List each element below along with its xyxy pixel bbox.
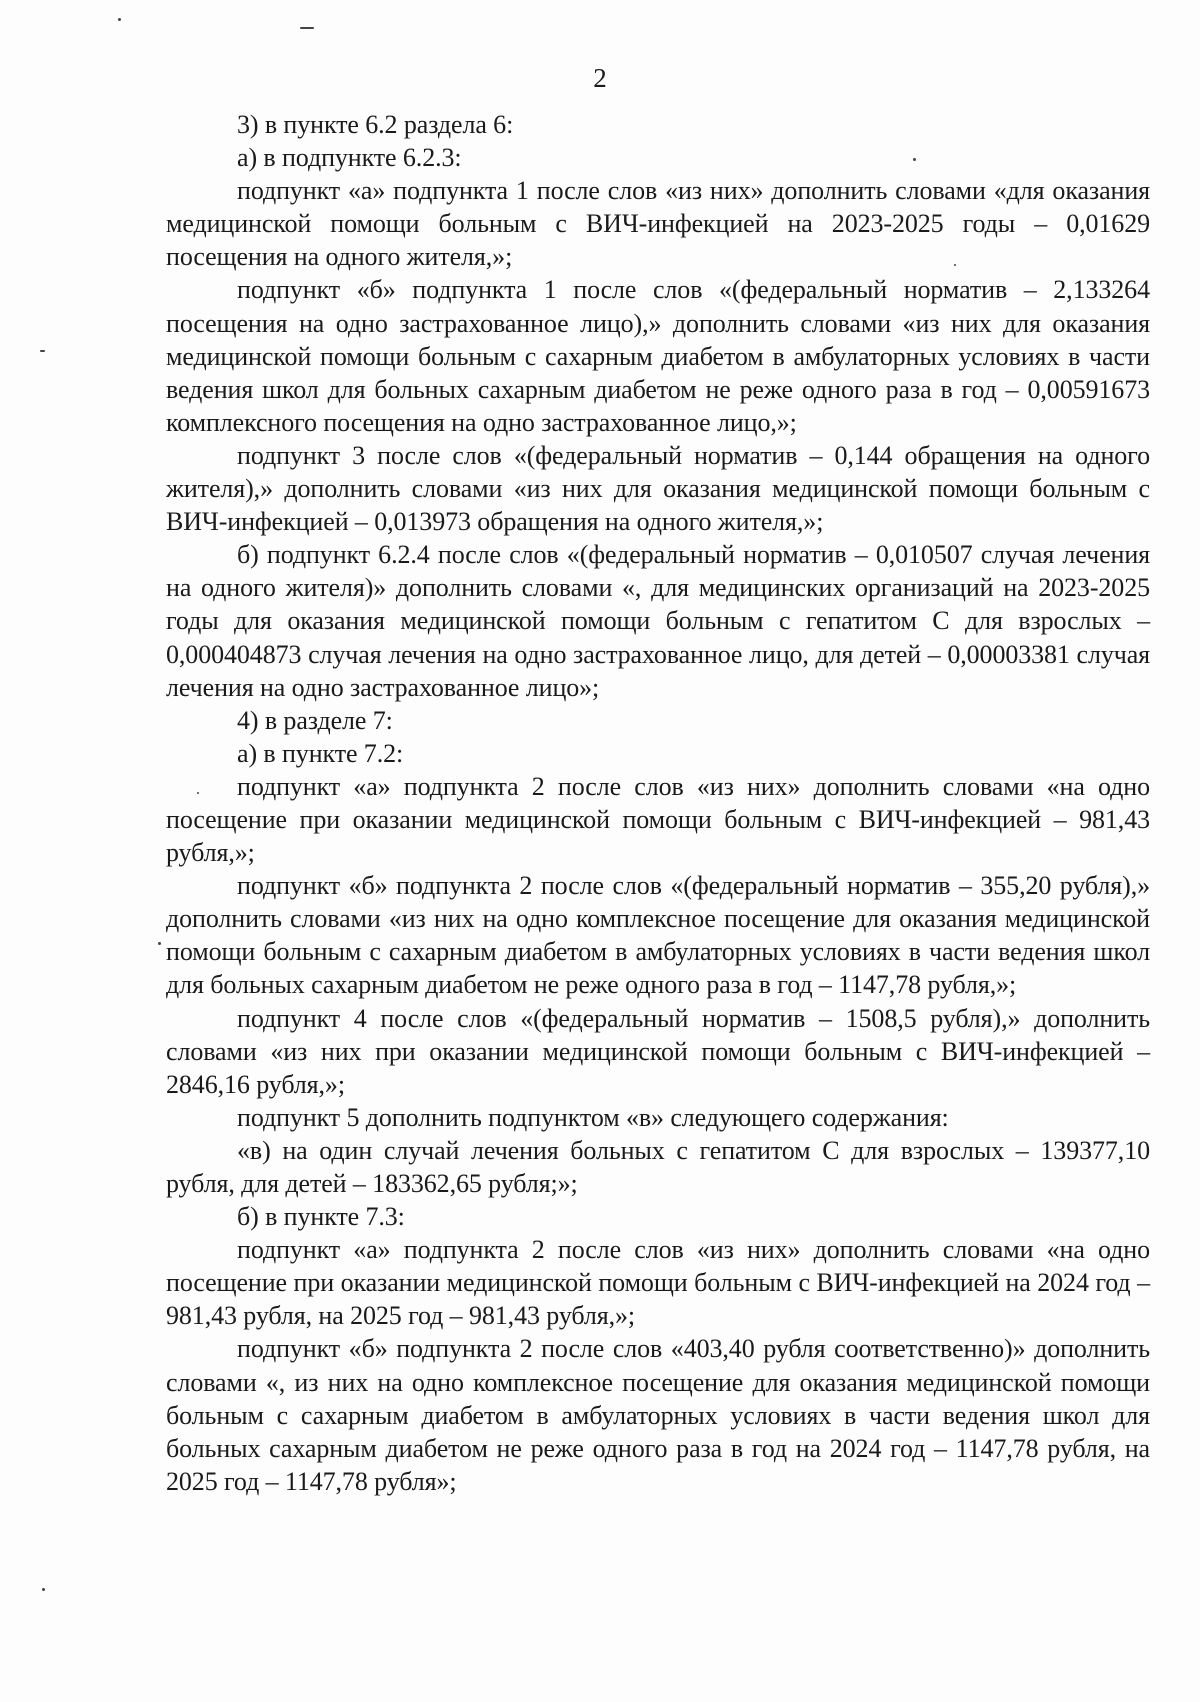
paragraph: подпункт 5 дополнить подпунктом «в» следующего содержания: [237, 1102, 949, 1132]
paragraph: подпункт «б» подпункта 2 после слов «403,40 рубля соответственно)» дополнить словами «, из них на одно комплексное посещение для оказания медицинской помощи больным с сахарным диабетом в амбулаторных условиях в части ведения школ для больных сахарным диабетом не реже одного раза в год на 2024 год – 1147,78 рубля, на 2025 год – 1147,78 рубля»; [166, 1334, 1150, 1496]
paragraph: подпункт 4 после слов «(федеральный норматив – 1508,5 рубля),» дополнить словами «из них при оказании медицинской помощи больным с ВИЧ-инфекцией – 2846,16 рубля,»; [166, 1003, 1150, 1099]
scan-speck [118, 18, 121, 21]
paragraph: «в) на один случай лечения больных с гепатитом С для взрослых – 139377,10 рубля, для детей – 183362,65 рубля;»; [166, 1135, 1150, 1198]
subsection-heading: б) в пункте 7.3: [237, 1202, 405, 1232]
subsection-heading: а) в подпункте 6.2.3: [237, 143, 462, 173]
page-number: 2 [593, 63, 607, 93]
section-heading: 3) в пункте 6.2 раздела 6: [237, 110, 514, 139]
paragraph: подпункт «а» подпункта 1 после слов «из них» дополнить словами «для оказания медицинской помощи больным с ВИЧ-инфекцией на 2023-2025 годы – 0,01629 посещения на одного жителя,»; [166, 176, 1150, 272]
paragraph: подпункт «б» подпункта 1 после слов «(федеральный норматив – 2,133264 посещения на одно застрахованное лицо),» дополнить словами «из них для оказания медицинской помощи больным с сахарным диабетом в амбулаторных условиях в части ведения школ для больных сахарным диабетом не реже одного раза в год – 0,00591673 комплексного посещения на одно застрахованное лицо,»; [166, 275, 1150, 437]
scan-speck [300, 27, 314, 29]
scan-speck [40, 350, 45, 352]
paragraph: подпункт «а» подпункта 2 после слов «из них» дополнить словами «на одно посещение при оказании медицинской помощи больным с ВИЧ-инфекцией на 2024 год – 981,43 рубля, на 2025 год – 981,43 рубля,»; [166, 1235, 1150, 1331]
paragraph: подпункт 3 после слов «(федеральный норматив – 0,144 обращения на одного жителя),» дополнить словами «из них для оказания медицинской помощи больным с ВИЧ-инфекцией – 0,013973 обращения на одного жителя,»; [166, 440, 1150, 537]
subsection-heading: а) в пункте 7.2: [237, 738, 404, 768]
scan-speck [158, 942, 161, 945]
section-heading: 4) в разделе 7: [237, 705, 393, 735]
paragraph: б) подпункт 6.2.4 после слов «(федеральный норматив – 0,010507 случая лечения на одного жителя)» дополнить словами «, для медицинских организаций на 2023-2025 годы для оказания медицинской помощи больным с гепатитом С для взрослых – 0,000404873 случая лечения на одно застрахованное лицо, для детей – 0,00003381 случая лечения на одно застрахованное лицо»; [166, 540, 1150, 702]
paragraph: подпункт «б» подпункта 2 после слов «(федеральный норматив – 355,20 рубля),» дополнить словами «из них на одно комплексное посещение для оказания медицинской помощи больным с сахарным диабетом в амбулаторных условиях в части ведения школ для больных сахарным диабетом не реже одного раза в год – 1147,78 рубля,»; [166, 871, 1150, 1000]
document-body [166, 108, 1150, 1498]
scan-speck [42, 1588, 45, 1591]
paragraph: подпункт «а» подпункта 2 после слов «из них» дополнить словами «на одно посещение при оказании медицинской помощи больным с ВИЧ-инфекцией – 981,43 рубля,»; [166, 771, 1150, 868]
